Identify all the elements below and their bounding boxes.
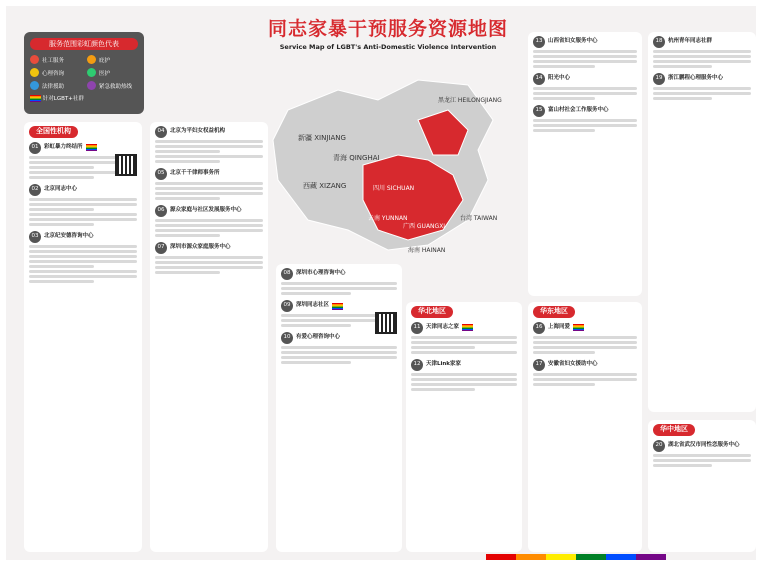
rainbow-flag-icon [462, 324, 473, 331]
org-card[interactable]: 12 天津Link家家 [411, 359, 517, 391]
org-card[interactable]: 01 彩虹暴力终结所 [29, 142, 137, 179]
org-card[interactable]: 16 上海同爱 [533, 322, 637, 354]
hotline-icon [87, 81, 96, 90]
legend-item: 医护 [87, 68, 138, 77]
national-panel [24, 122, 142, 552]
org-card[interactable]: 14 阳光中心 [533, 73, 637, 100]
region-tag-north: 华北地区 [411, 306, 453, 318]
org-card[interactable]: 06 源众家庭与社区发展服务中心 [155, 205, 263, 237]
medical-icon [87, 68, 96, 77]
map-label: 黑龙江 HEILONGJIANG [438, 97, 502, 104]
rainbow-flag-icon [332, 303, 343, 310]
org-card[interactable]: 15 富山村社会工作服务中心 [533, 105, 637, 132]
legal-aid-icon [30, 81, 39, 90]
shelter-icon [87, 55, 96, 64]
legend-item: 庇护 [87, 55, 138, 64]
map-label: 海南 HAINAN [408, 247, 446, 254]
org-card[interactable]: 19 浙江鹏程心理服务中心 [653, 73, 751, 100]
map-label: 新疆 XINJIANG [298, 134, 346, 142]
org-card[interactable]: 17 安徽省妇女援助中心 [533, 359, 637, 386]
map-label: 西藏 XIZANG [303, 182, 347, 190]
org-card[interactable]: 07 深圳市源众家庭服务中心 [155, 242, 263, 274]
map-label: 台湾 TAIWAN [460, 215, 498, 222]
page-subtitle: Service Map of LGBT's Anti-Domestic Violence Intervention [279, 43, 497, 51]
east-panel [528, 302, 642, 552]
org-card[interactable]: 11 天津同志之家 [411, 322, 517, 354]
rainbow-stripe [486, 554, 666, 560]
org-card[interactable]: 10 有爱心理咨询中心 [281, 332, 397, 364]
map-label: 云南 YUNNAN [368, 215, 408, 222]
legend [24, 32, 144, 114]
region-tag-central: 华中地区 [653, 424, 695, 436]
org-card[interactable]: 20 湖北省武汉市同性恋服务中心 [653, 440, 751, 467]
org-card[interactable]: 02 北京同志中心 [29, 184, 137, 226]
column-6-panel [648, 32, 756, 412]
legend-item-lgbt: 针对LGBT+社群 [30, 94, 138, 102]
org-card[interactable]: 13 山西省妇女服务中心 [533, 36, 637, 68]
counseling-icon [30, 68, 39, 77]
legend-item: 社工服务 [30, 55, 81, 64]
header [268, 14, 508, 51]
central-panel [648, 420, 756, 552]
org-card[interactable]: 04 北京为平妇女权益机构 [155, 126, 263, 163]
legend-grid [30, 55, 138, 102]
qr-code [115, 154, 137, 176]
rainbow-flag-icon [573, 324, 584, 331]
map-label: 青海 QINGHAI [333, 154, 380, 162]
legend-title: 服务范围彩虹颜色代表 [30, 38, 138, 50]
column-2-panel [150, 122, 268, 552]
region-tag-east: 华东地区 [533, 306, 575, 318]
org-card[interactable]: 03 北京纪安德咨询中心 [29, 231, 137, 283]
map-label: 四川 SICHUAN [373, 185, 415, 192]
org-card[interactable]: 08 深圳市心理咨询中心 [281, 268, 397, 295]
map-label: 广西 GUANGXI [403, 223, 446, 230]
rainbow-flag-icon [86, 144, 97, 151]
north-panel [406, 302, 522, 552]
legend-item: 法律援助 [30, 81, 81, 90]
china-map [268, 70, 506, 260]
org-card[interactable]: 05 北京千千律师事务所 [155, 168, 263, 200]
qr-code [375, 312, 397, 334]
social-work-icon [30, 55, 39, 64]
column-3-panel [276, 264, 402, 552]
legend-item: 紧急救助热线 [87, 81, 138, 90]
org-card[interactable]: 09 深圳同志社区 [281, 300, 397, 327]
column-5-panel [528, 32, 642, 296]
page-title: 同志家暴干预服务资源地图 [268, 18, 509, 40]
legend-item: 心理咨询 [30, 68, 81, 77]
org-card[interactable]: 18 杭州青年同志社群 [653, 36, 751, 68]
rainbow-flag-icon [30, 95, 41, 102]
region-tag-national: 全国性机构 [29, 126, 78, 138]
